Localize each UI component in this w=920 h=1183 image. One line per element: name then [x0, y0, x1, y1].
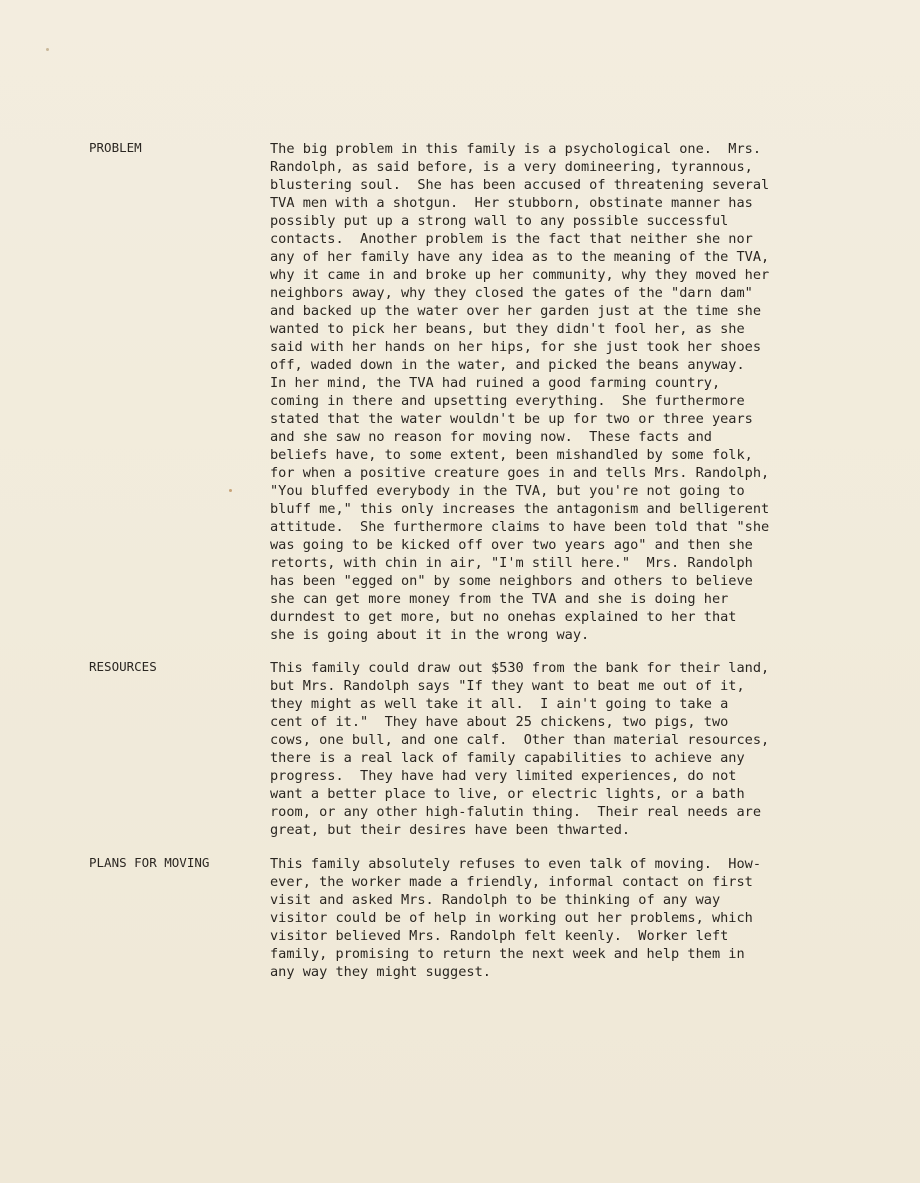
text-line: blustering soul. She has been accused of threatening several [270, 177, 770, 193]
text-line: has been "egged on" by some neighbors and others to believe [270, 573, 753, 589]
text-line: retorts, with chin in air, "I'm still here." Mrs. Randolph [270, 555, 753, 571]
text-line: she is going about it in the wrong way. [270, 627, 590, 643]
text-line: visitor could be of help in working out her problems, which [270, 910, 753, 926]
text-line: cent of it." They have about 25 chickens, two pigs, two [270, 714, 729, 730]
text-line: ever, the worker made a friendly, informal contact on first [270, 874, 753, 890]
section-label-plans-for-moving: PLANS FOR MOVING [89, 855, 210, 870]
section-body-plans-for-moving [270, 855, 830, 981]
text-line: This family could draw out $530 from the bank for their land, [270, 660, 770, 676]
text-line: why it came in and broke up her community, why they moved her [270, 267, 770, 283]
section-label-resources: RESOURCES [89, 659, 157, 674]
text-line: want a better place to live, or electric lights, or a bath [270, 786, 745, 802]
text-line: possibly put up a strong wall to any possible successful [270, 213, 729, 229]
text-line: said with her hands on her hips, for she just took her shoes [270, 339, 762, 355]
text-line: "You bluffed everybody in the TVA, but you're not going to [270, 483, 745, 499]
text-line: family, promising to return the next week and help them in [270, 946, 745, 962]
text-line: they might as well take it all. I ain't going to take a [270, 696, 729, 712]
text-line: for when a positive creature goes in and tells Mrs. Randolph, [270, 465, 770, 481]
text-line: there is a real lack of family capabilities to achieve any [270, 750, 745, 766]
text-line: was going to be kicked off over two years ago" and then she [270, 537, 753, 553]
text-line: stated that the water wouldn't be up for two or three years [270, 411, 753, 427]
text-line: This family absolutely refuses to even talk of moving. How- [270, 856, 762, 872]
paper-speck [229, 489, 232, 492]
text-line: attitude. She furthermore claims to have been told that "she [270, 519, 770, 535]
text-line: any of her family have any idea as to the meaning of the TVA, [270, 249, 770, 265]
text-line: any way they might suggest. [270, 964, 491, 980]
text-line: coming in there and upsetting everything. She furthermore [270, 393, 745, 409]
text-line: she can get more money from the TVA and she is doing her [270, 591, 729, 607]
section-label-problem: PROBLEM [89, 140, 142, 155]
text-line: Randolph, as said before, is a very domineering, tyrannous, [270, 159, 753, 175]
text-line: wanted to pick her beans, but they didn't fool her, as she [270, 321, 745, 337]
text-line: room, or any other high-falutin thing. Their real needs are [270, 804, 762, 820]
text-line: visitor believed Mrs. Randolph felt keenly. Worker left [270, 928, 729, 944]
text-line: but Mrs. Randolph says "If they want to beat me out of it, [270, 678, 745, 694]
text-line: and she saw no reason for moving now. These facts and [270, 429, 712, 445]
text-line: progress. They have had very limited experiences, do not [270, 768, 737, 784]
text-line: contacts. Another problem is the fact that neither she nor [270, 231, 753, 247]
text-line: cows, one bull, and one calf. Other than material resources, [270, 732, 770, 748]
text-line: visit and asked Mrs. Randolph to be thinking of any way [270, 892, 721, 908]
section-body-problem [270, 140, 830, 644]
paper-speck [46, 48, 49, 51]
text-line: bluff me," this only increases the antagonism and belligerent [270, 501, 770, 517]
text-line: TVA men with a shotgun. Her stubborn, obstinate manner has [270, 195, 753, 211]
text-line: off, waded down in the water, and picked the beans anyway. [270, 357, 745, 373]
section-body-resources [270, 659, 830, 839]
text-line: The big problem in this family is a psychological one. Mrs. [270, 141, 762, 157]
text-line: In her mind, the TVA had ruined a good farming country, [270, 375, 721, 391]
text-line: durndest to get more, but no onehas explained to her that [270, 609, 737, 625]
text-line: beliefs have, to some extent, been mishandled by some folk, [270, 447, 753, 463]
text-line: neighbors away, why they closed the gates of the "darn dam" [270, 285, 753, 301]
text-line: great, but their desires have been thwarted. [270, 822, 631, 838]
text-line: and backed up the water over her garden just at the time she [270, 303, 762, 319]
